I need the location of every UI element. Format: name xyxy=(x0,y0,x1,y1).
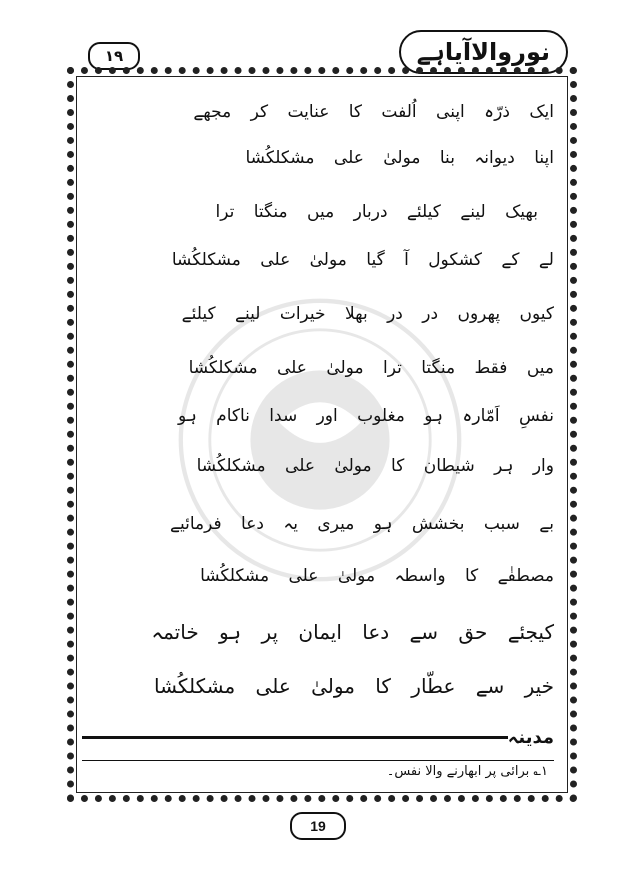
poem-line: بھیک لینے کیلئے دربار میں منگتا ترا xyxy=(215,202,538,222)
poem-line: میں فقط منگتا ترا مولیٰ علی مشکلکُشا xyxy=(188,358,554,378)
closing-madina-rule xyxy=(82,722,554,752)
poem-line: وار ہر شیطان کا مولیٰ علی مشکلکُشا xyxy=(196,456,554,476)
poem-line: ایک ذرّہ اپنی اُلفت کا عنایت کر مجھے xyxy=(193,102,554,122)
poem-line: اپنا دیوانہ بنا مولیٰ علی مشکلکُشا xyxy=(245,148,554,168)
book-title-badge: نوروالاآیاہے xyxy=(399,30,568,74)
closing-text: مدینہ xyxy=(507,726,554,748)
poem-line: بے سبب بخشش ہو میری یہ دعا فرمائیے xyxy=(170,514,554,534)
poem-line: مصطفٰے کا واسطہ مولیٰ علی مشکلکُشا xyxy=(200,566,554,586)
footnote-divider xyxy=(82,760,554,761)
closing-rule xyxy=(82,736,508,739)
poem-line: کیجئے حق سے دعا ایمان پر ہو خاتمہ xyxy=(151,620,554,644)
poem-line: نفسِ اَمّارہ ہو مغلوب اور سدا ناکام ہو xyxy=(178,406,554,426)
header-page-number: ۱۹ xyxy=(88,42,140,70)
footnote: ۱؎ برائی پر ابھارنے والا نفس۔ xyxy=(386,764,548,779)
page-number: 19 xyxy=(290,812,346,840)
poem-line: کیوں پھروں در در بھلا خیرات لینے کیلئے xyxy=(181,304,554,324)
poem-line: لے کے کشکول آ گیا مولیٰ علی مشکلکُشا xyxy=(171,250,554,270)
poem-line: خیر سے عطّار کا مولیٰ علی مشکلکُشا xyxy=(154,674,554,698)
